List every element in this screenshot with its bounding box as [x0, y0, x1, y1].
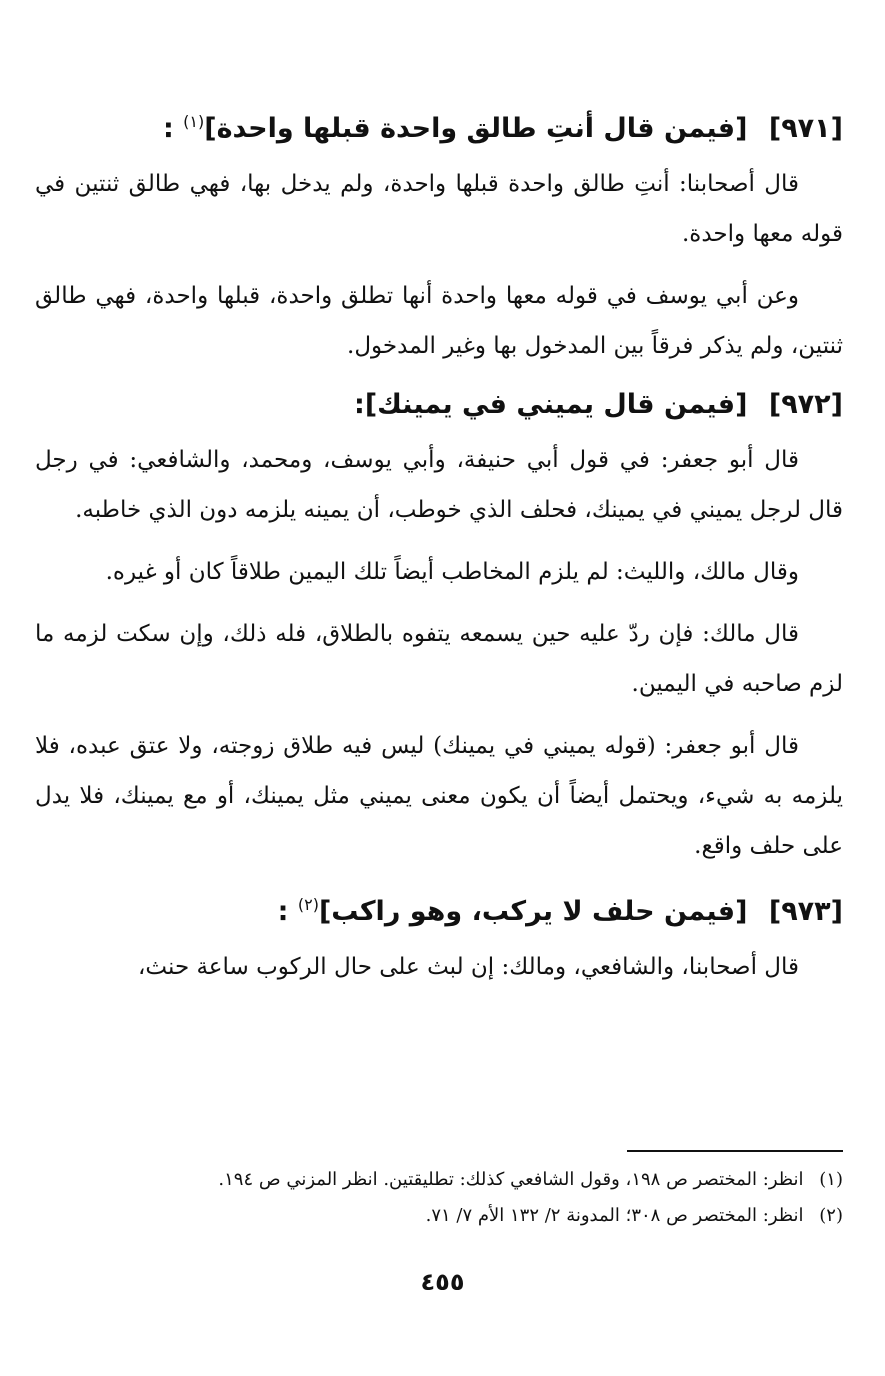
footnote-text: انظر: المختصر ص ٣٠٨؛ المدونة ٢/ ١٣٢ الأم ٧/ ٧١. — [425, 1205, 804, 1226]
section-972 — [35, 385, 843, 871]
heading-colon: : — [277, 896, 289, 927]
page-number: ٤٥٥ — [420, 1268, 465, 1296]
section-heading — [35, 385, 843, 425]
section-heading — [35, 102, 843, 149]
section-number: [٩٧٢] — [768, 389, 843, 420]
section-title: [فيمن قال أنتِ طالق واحدة قبلها واحدة] — [204, 113, 748, 144]
footnote-item — [35, 1198, 843, 1234]
footnote-item — [35, 1162, 843, 1198]
footnotes — [35, 1162, 843, 1234]
footnote-text: انظر: المختصر ص ١٩٨، وقول الشافعي كذلك: تطليقتين. انظر المزني ص ١٩٤. — [218, 1169, 804, 1190]
footnote-ref[interactable]: (١) — [183, 112, 205, 131]
section-973 — [35, 885, 843, 992]
section-title: [فيمن حلف لا يركب، وهو راكب] — [318, 896, 748, 927]
paragraph: قال أصحابنا، والشافعي، ومالك: إن لبث على حال الركوب ساعة حنث، — [138, 954, 799, 980]
paragraph: قال مالك: فإن ردّ عليه حين يسمعه يتفوه بالطلاق، فله ذلك، وإن سكت لزمه ما لزم صاحبه في اليمين. — [35, 621, 843, 697]
section-number: [٩٧٣] — [768, 896, 843, 927]
heading-colon: : — [354, 389, 365, 420]
section-title: [فيمن قال يميني في يمينك] — [364, 389, 748, 420]
page-body — [35, 88, 843, 1004]
footnote-mark: (١) — [819, 1169, 843, 1190]
paragraph: قال أبو جعفر: (قوله يميني في يمينك) ليس فيه طلاق زوجته، ولا عتق عبده، فلا يلزمه به شيء، ويحتمل أيضاً أن يكون معنى يميني مثل يمينك، أو مع يمينك، فلا يدل على حلف واقع. — [35, 733, 843, 859]
footnote-divider — [627, 1150, 843, 1152]
section-971 — [35, 102, 843, 371]
section-number: [٩٧١] — [768, 113, 843, 144]
footnote-mark: (٢) — [819, 1205, 843, 1226]
paragraph: قال أبو جعفر: في قول أبي حنيفة، وأبي يوسف، ومحمد، والشافعي: في رجل قال لرجل يميني في يمينك، فحلف الذي خوطب، أن يمينه يلزمه دون الذي خاطبه. — [35, 447, 843, 523]
section-heading — [35, 885, 843, 932]
footnote-ref[interactable]: (٢) — [297, 895, 319, 914]
paragraph: وقال مالك، والليث: لم يلزم المخاطب أيضاً تلك اليمين طلاقاً كان أو غيره. — [105, 559, 799, 585]
paragraph: وعن أبي يوسف في قوله معها واحدة أنها تطلق واحدة، قبلها واحدة، فهي طالق ثنتين، ولم يذكر فرقاً بين المدخول بها وغير المدخول. — [35, 283, 843, 359]
heading-colon: : — [162, 113, 174, 144]
paragraph: قال أصحابنا: أنتِ طالق واحدة قبلها واحدة، ولم يدخل بها، فهي طالق ثنتين في قوله معها واحدة. — [35, 171, 843, 247]
